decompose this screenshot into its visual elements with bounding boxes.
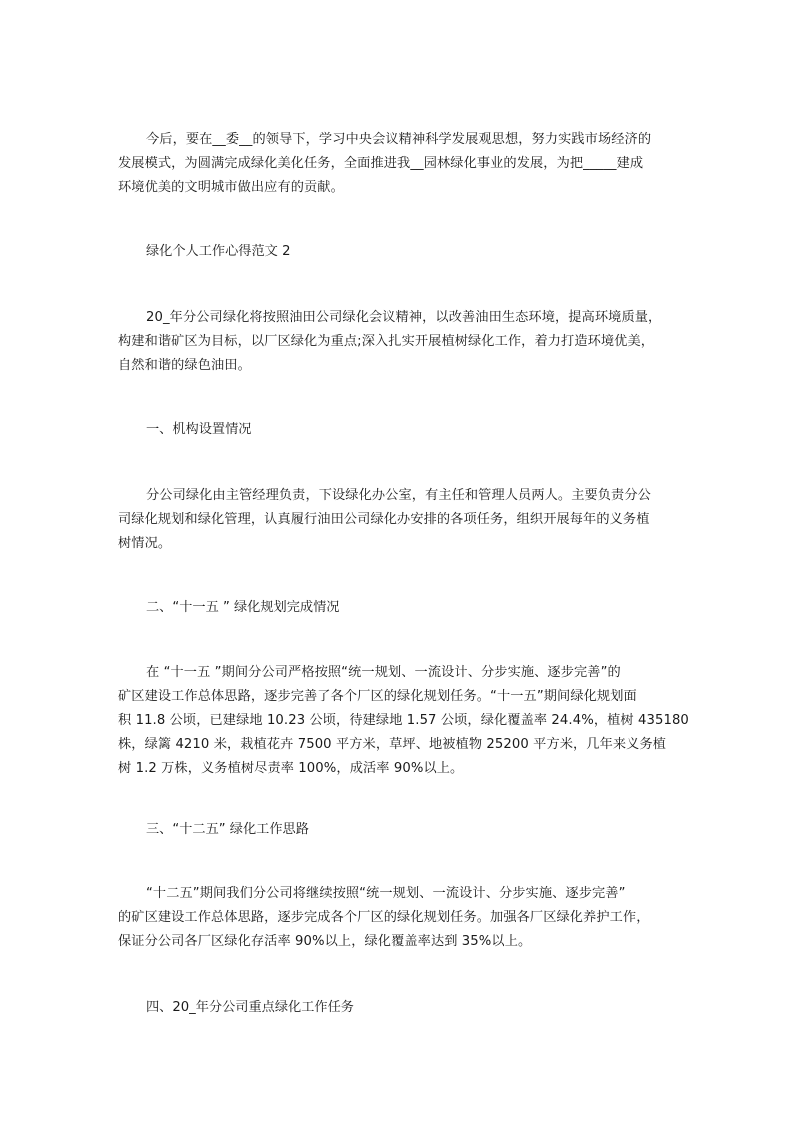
- paragraph-12th-plan: [118, 882, 686, 954]
- paragraph-line: 发展模式，为圆满完成绿化美化任务，全面推进我__园林绿化事业的发展，为把_____建成: [118, 156, 644, 171]
- paragraph-line: “十二五”期间我们分公司将继续按照“统一规划、一流设计、分步实施、逐步完善”: [146, 886, 626, 901]
- paragraph-line: 自然和谐的绿色油田。: [118, 358, 251, 373]
- paragraph-line: 20_年分公司绿化将按照油田公司绿化会议精神，以改善油田生态环境，提高环境质量，: [146, 310, 662, 325]
- paragraph-line: 树 1.2 万株，义务植树尽责率 100%，成活率 90%以上。: [118, 761, 464, 776]
- paragraph-line: 今后，要在__委__的领导下，学习中央会议精神科学发展观思想，努力实践市场经济的: [146, 132, 652, 147]
- paragraph-intro: [118, 128, 686, 200]
- paragraph-line: 株，绿篱 4210 米，栽植花卉 7500 平方米，草坪、地被植物 25200 平方米，几年来义务植: [118, 737, 667, 752]
- section-title-2: 绿化个人工作心得范文 2: [146, 244, 291, 259]
- heading-key-tasks: 四、20_年分公司重点绿化工作任务: [146, 1000, 354, 1015]
- paragraph-line: 的矿区建设工作总体思路，逐步完成各个厂区的绿化规划任务。加强各厂区绿化养护工作，: [118, 910, 650, 925]
- paragraph-11th-plan: [118, 661, 689, 781]
- paragraph-line: 树情况。: [118, 536, 172, 551]
- paragraph-org: [118, 484, 686, 556]
- paragraph-line: 分公司绿化由主管经理负责，下设绿化办公室，有主任和管理人员两人。主要负责分公: [146, 488, 651, 503]
- paragraph-line: 环境优美的文明城市做出应有的贡献。: [118, 180, 344, 195]
- paragraph-line: 司绿化规划和绿化管理，认真履行油田公司绿化办安排的各项任务，组织开展每年的义务植: [118, 512, 650, 527]
- paragraph-line: 矿区建设工作总体思路，逐步完善了各个厂区的绿化规划任务。“十一五”期间绿化规划面: [118, 689, 637, 704]
- heading-12th-plan: 三、“十二五” 绿化工作思路: [146, 822, 309, 837]
- heading-11th-plan: 二、“十一五 ” 绿化规划完成情况: [146, 600, 340, 615]
- paragraph-line: 积 11.8 公顷，已建绿地 10.23 公顷，待建绿地 1.57 公顷，绿化覆盖率 24.4%，植树 435180: [118, 713, 689, 728]
- heading-org-setup: 一、机构设置情况: [146, 422, 252, 437]
- paragraph-line: 构建和谐矿区为目标，以厂区绿化为重点;深入扎实开展植树绿化工作，着力打造环境优美，: [118, 334, 655, 349]
- paragraph-plan: [118, 306, 686, 378]
- paragraph-line: 在 “十一五 ”期间分公司严格按照“统一规划、一流设计、分步实施、逐步完善”的: [146, 665, 621, 680]
- paragraph-line: 保证分公司各厂区绿化存活率 90%以上，绿化覆盖率达到 35%以上。: [118, 934, 532, 949]
